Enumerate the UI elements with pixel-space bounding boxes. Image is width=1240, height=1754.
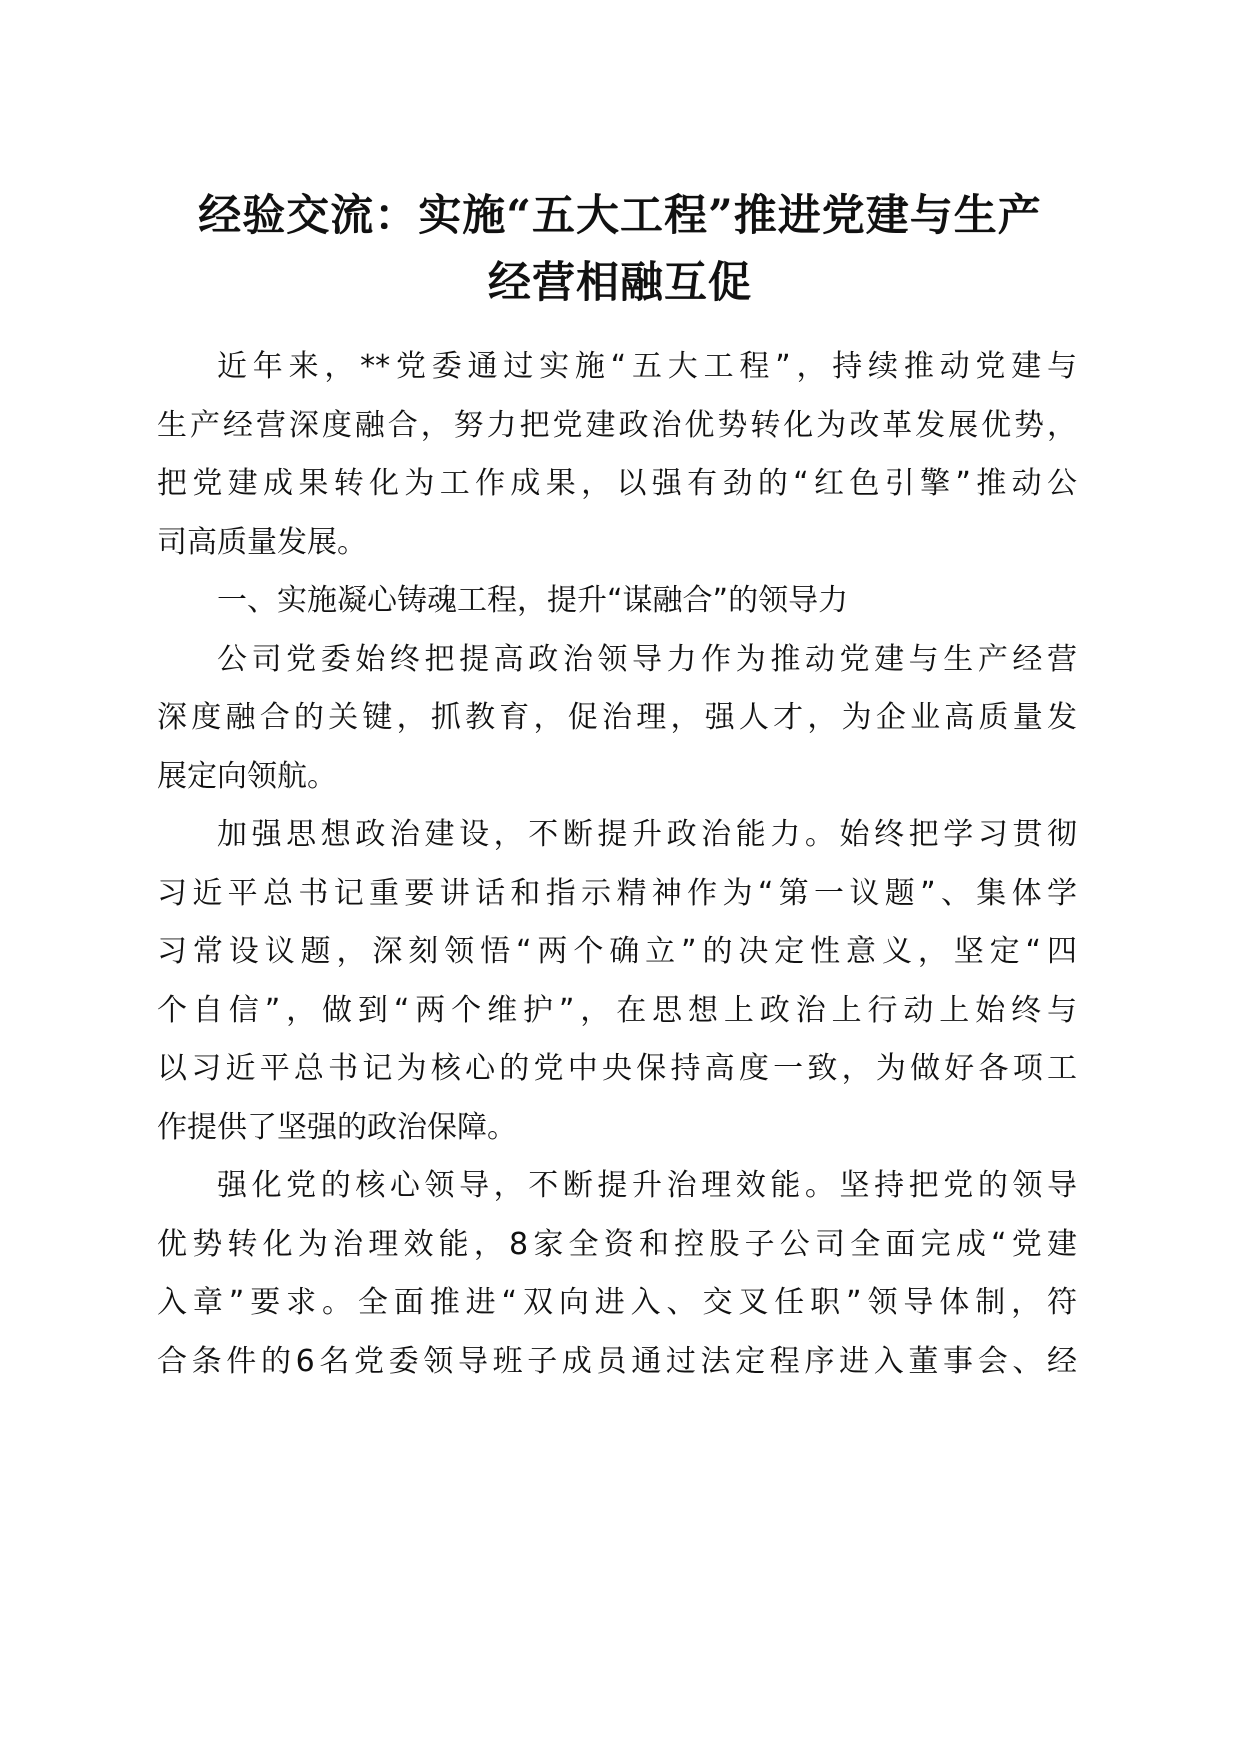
body-line: 合条件的6名党委领导班子成员通过法定程序进入董事会、经	[157, 1344, 1077, 1379]
document-title-line-2: 经营相融互促	[488, 258, 752, 308]
document-title-line-1: 经验交流：实施“五大工程”推进党建与生产	[198, 191, 1042, 241]
body-line: 作提供了坚强的政治保障。	[157, 1110, 517, 1145]
body-line: 公司党委始终把提高政治领导力作为推动党建与生产经营	[217, 642, 1077, 677]
body-line: 近年来，**党委通过实施“五大工程”，持续推动党建与	[217, 349, 1077, 384]
body-line: 入章”要求。全面推进“双向进入、交叉任职”领导体制，符	[157, 1285, 1077, 1320]
body-line: 司高质量发展。	[157, 525, 367, 560]
body-line: 一、实施凝心铸魂工程，提升“谋融合”的领导力	[217, 583, 849, 618]
body-line: 强化党的核心领导，不断提升治理效能。坚持把党的领导	[217, 1168, 1077, 1203]
body-line: 生产经营深度融合，努力把党建政治优势转化为改革发展优势，	[157, 408, 1077, 443]
body-line: 加强思想政治建设，不断提升政治能力。始终把学习贯彻	[217, 817, 1077, 852]
body-line: 习近平总书记重要讲话和指示精神作为“第一议题”、集体学	[157, 876, 1077, 911]
body-line: 个自信”，做到“两个维护”，在思想上政治上行动上始终与	[157, 993, 1077, 1028]
body-line: 优势转化为治理效能，8家全资和控股子公司全面完成“党建	[157, 1227, 1077, 1262]
body-line: 深度融合的关键，抓教育，促治理，强人才，为企业高质量发	[157, 700, 1077, 735]
body-line: 以习近平总书记为核心的党中央保持高度一致，为做好各项工	[157, 1051, 1077, 1086]
body-line: 把党建成果转化为工作成果，以强有劲的“红色引擎”推动公	[157, 466, 1077, 501]
body-line: 展定向领航。	[157, 759, 337, 794]
body-line: 习常设议题，深刻领悟“两个确立”的决定性意义，坚定“四	[157, 934, 1077, 969]
